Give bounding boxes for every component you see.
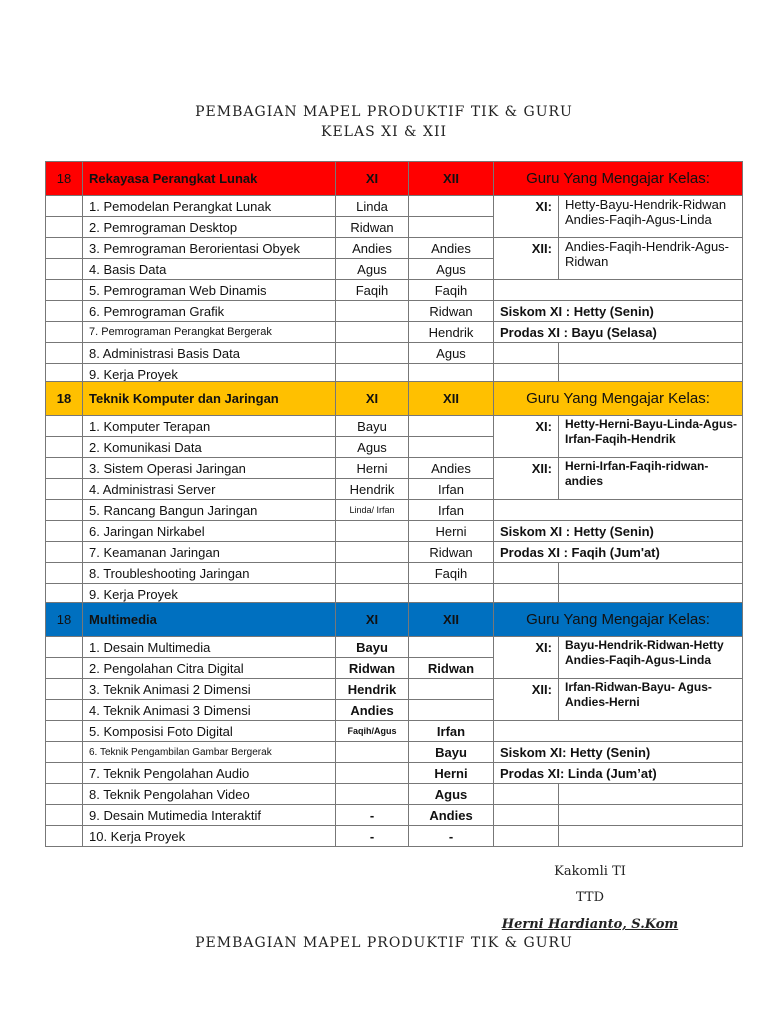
table-row (46, 826, 743, 847)
subject-name: 5. Rancang Bangun Jaringan (83, 500, 336, 521)
teacher-xi: Bayu (336, 416, 409, 437)
teacher-xi (336, 784, 409, 805)
subject-name: 5. Komposisi Foto Digital (83, 721, 336, 742)
teacher-xii (409, 416, 494, 437)
tkj-number: 18 (46, 382, 83, 416)
subject-name: 7. Keamanan Jaringan (83, 542, 336, 563)
table-row (46, 542, 743, 563)
siskom-note: Siskom XI : Hetty (Senin) (494, 301, 743, 322)
teacher-xi (336, 742, 409, 763)
xi-teachers: Hetty-Herni-Bayu-Linda-Agus-Irfan-Faqih-Hendrik (559, 416, 743, 458)
teacher-xi: Hendrik (336, 479, 409, 500)
rpl-header-row (46, 162, 743, 196)
table-row (46, 322, 743, 343)
subject-name: 7. Pemrograman Perangkat Bergerak (83, 322, 336, 343)
mm-table (45, 602, 743, 847)
xii-teachers: Irfan-Ridwan-Bayu- Agus-Andies-Herni (559, 679, 743, 721)
subject-name: 1. Pemodelan Perangkat Lunak (83, 196, 336, 217)
teacher-xi: Hendrik (336, 679, 409, 700)
signature-role: Kakomli TI (554, 864, 626, 879)
subject-name: 4. Teknik Animasi 3 Dimensi (83, 700, 336, 721)
tkj-xi-header: XI (336, 382, 409, 416)
rpl-xii-header: XII (409, 162, 494, 196)
mm-program-name: Multimedia (83, 603, 336, 637)
subject-name: 4. Basis Data (83, 259, 336, 280)
table-row (46, 521, 743, 542)
teacher-xii (409, 217, 494, 238)
subject-name: 9. Kerja Proyek (83, 364, 336, 385)
subject-name: 1. Komputer Terapan (83, 416, 336, 437)
mm-xi-header: XI (336, 603, 409, 637)
teacher-xii (409, 637, 494, 658)
mm-guru-header: Guru Yang Mengajar Kelas: (494, 603, 743, 637)
prodas-note: Prodas XI : Faqih (Jum'at) (494, 542, 743, 563)
tkj-guru-header: Guru Yang Mengajar Kelas: (494, 382, 743, 416)
teacher-xii: Andies (409, 805, 494, 826)
xi-teachers: Hetty-Bayu-Hendrik-Ridwan Andies-Faqih-Agus-Linda (559, 196, 743, 238)
xii-teachers: Andies-Faqih-Hendrik-Agus-Ridwan (559, 238, 743, 280)
rpl-table (45, 161, 743, 385)
xi-teachers: Bayu-Hendrik-Ridwan-Hetty Andies-Faqih-Agus-Linda (559, 637, 743, 679)
teacher-xi: Herni (336, 458, 409, 479)
mm-header-row (46, 603, 743, 637)
teacher-xii: Faqih (409, 563, 494, 584)
signature-name: Herni Hardianto, S.Kom (501, 917, 679, 932)
teacher-xii: Hendrik (409, 322, 494, 343)
teacher-xii (409, 700, 494, 721)
table-row (46, 416, 743, 437)
subject-name: 8. Troubleshooting Jaringan (83, 563, 336, 584)
table-row (46, 280, 743, 301)
siskom-note: Siskom XI : Hetty (Senin) (494, 521, 743, 542)
table-row (46, 238, 743, 259)
subject-name: 8. Teknik Pengolahan Video (83, 784, 336, 805)
tkj-header-row (46, 382, 743, 416)
subject-name: 2. Pengolahan Citra Digital (83, 658, 336, 679)
teacher-xi: Bayu (336, 637, 409, 658)
subject-name: 8. Administrasi Basis Data (83, 343, 336, 364)
teacher-xii (409, 437, 494, 458)
teacher-xi: Andies (336, 700, 409, 721)
document-subtitle: KELAS XI & XII (320, 124, 447, 140)
teacher-xi: Agus (336, 259, 409, 280)
table-row (46, 458, 743, 479)
teacher-xi (336, 563, 409, 584)
teacher-xi: Faqih (336, 280, 409, 301)
xi-label: XI: (494, 196, 559, 238)
rpl-guru-header: Guru Yang Mengajar Kelas: (494, 162, 743, 196)
table-row (46, 763, 743, 784)
document-title: PEMBAGIAN MAPEL PRODUKTIF TIK & GURU (195, 104, 573, 120)
teacher-xii: Bayu (409, 742, 494, 763)
teacher-xi (336, 343, 409, 364)
teacher-xi (336, 322, 409, 343)
table-row (46, 343, 743, 364)
xii-label: XII: (494, 458, 559, 500)
footer-title: PEMBAGIAN MAPEL PRODUKTIF TIK & GURU (195, 935, 573, 951)
subject-name: 9. Desain Mutimedia Interaktif (83, 805, 336, 826)
teacher-xi: Faqih/Agus (336, 721, 409, 742)
teacher-xii: Irfan (409, 721, 494, 742)
teacher-xii (409, 196, 494, 217)
siskom-note: Siskom XI: Hetty (Senin) (494, 742, 743, 763)
table-row (46, 784, 743, 805)
tkj-table (45, 381, 743, 605)
teacher-xi (336, 542, 409, 563)
table-row (46, 805, 743, 826)
teacher-xii: Agus (409, 784, 494, 805)
subject-name: 6. Teknik Pengambilan Gambar Bergerak (83, 742, 336, 763)
rpl-program-name: Rekayasa Perangkat Lunak (83, 162, 336, 196)
teacher-xi (336, 521, 409, 542)
teacher-xi (336, 763, 409, 784)
teacher-xii: Faqih (409, 280, 494, 301)
table-row (46, 742, 743, 763)
prodas-note: Prodas XI : Bayu (Selasa) (494, 322, 743, 343)
teacher-xi: Ridwan (336, 658, 409, 679)
teacher-xii: Andies (409, 458, 494, 479)
teacher-xii: Ridwan (409, 542, 494, 563)
subject-name: 4. Administrasi Server (83, 479, 336, 500)
table-row (46, 500, 743, 521)
teacher-xi: Ridwan (336, 217, 409, 238)
teacher-xi (336, 301, 409, 322)
subject-name: 3. Pemrograman Berorientasi Obyek (83, 238, 336, 259)
subject-name: 2. Komunikasi Data (83, 437, 336, 458)
teacher-xii: Ridwan (409, 658, 494, 679)
xii-label: XII: (494, 238, 559, 280)
subject-name: 3. Sistem Operasi Jaringan (83, 458, 336, 479)
teacher-xii: Andies (409, 238, 494, 259)
subject-name: 6. Jaringan Nirkabel (83, 521, 336, 542)
xii-label: XII: (494, 679, 559, 721)
teacher-xii: Ridwan (409, 301, 494, 322)
mm-xii-header: XII (409, 603, 494, 637)
teacher-xi: - (336, 805, 409, 826)
prodas-note: Prodas XI: Linda (Jum’at) (494, 763, 743, 784)
xii-teachers: Herni-Irfan-Faqih-ridwan-andies (559, 458, 743, 500)
teacher-xii: - (409, 826, 494, 847)
xi-label: XI: (494, 416, 559, 458)
tkj-xii-header: XII (409, 382, 494, 416)
rpl-number: 18 (46, 162, 83, 196)
teacher-xi: Andies (336, 238, 409, 259)
table-row (46, 301, 743, 322)
teacher-xii: Agus (409, 343, 494, 364)
teacher-xi: Linda/ Irfan (336, 500, 409, 521)
teacher-xi: Linda (336, 196, 409, 217)
table-row (46, 196, 743, 217)
subject-name: 1. Desain Multimedia (83, 637, 336, 658)
subject-name: 10. Kerja Proyek (83, 826, 336, 847)
subject-name: 3. Teknik Animasi 2 Dimensi (83, 679, 336, 700)
teacher-xi: Agus (336, 437, 409, 458)
teacher-xii: Herni (409, 763, 494, 784)
mm-number: 18 (46, 603, 83, 637)
teacher-xii: Irfan (409, 479, 494, 500)
xi-label: XI: (494, 637, 559, 679)
subject-name: 2. Pemrograman Desktop (83, 217, 336, 238)
teacher-xii: Herni (409, 521, 494, 542)
signature-ttd: TTD (575, 890, 604, 905)
table-row (46, 679, 743, 700)
teacher-xii: Irfan (409, 500, 494, 521)
table-row (46, 637, 743, 658)
subject-name: 5. Pemrograman Web Dinamis (83, 280, 336, 301)
subject-name: 6. Pemrograman Grafik (83, 301, 336, 322)
table-row (46, 721, 743, 742)
subject-name: 9. Kerja Proyek (83, 584, 336, 605)
subject-name: 7. Teknik Pengolahan Audio (83, 763, 336, 784)
teacher-xii: Agus (409, 259, 494, 280)
teacher-xi: - (336, 826, 409, 847)
rpl-xi-header: XI (336, 162, 409, 196)
tkj-program-name: Teknik Komputer dan Jaringan (83, 382, 336, 416)
table-row (46, 563, 743, 584)
teacher-xii (409, 679, 494, 700)
